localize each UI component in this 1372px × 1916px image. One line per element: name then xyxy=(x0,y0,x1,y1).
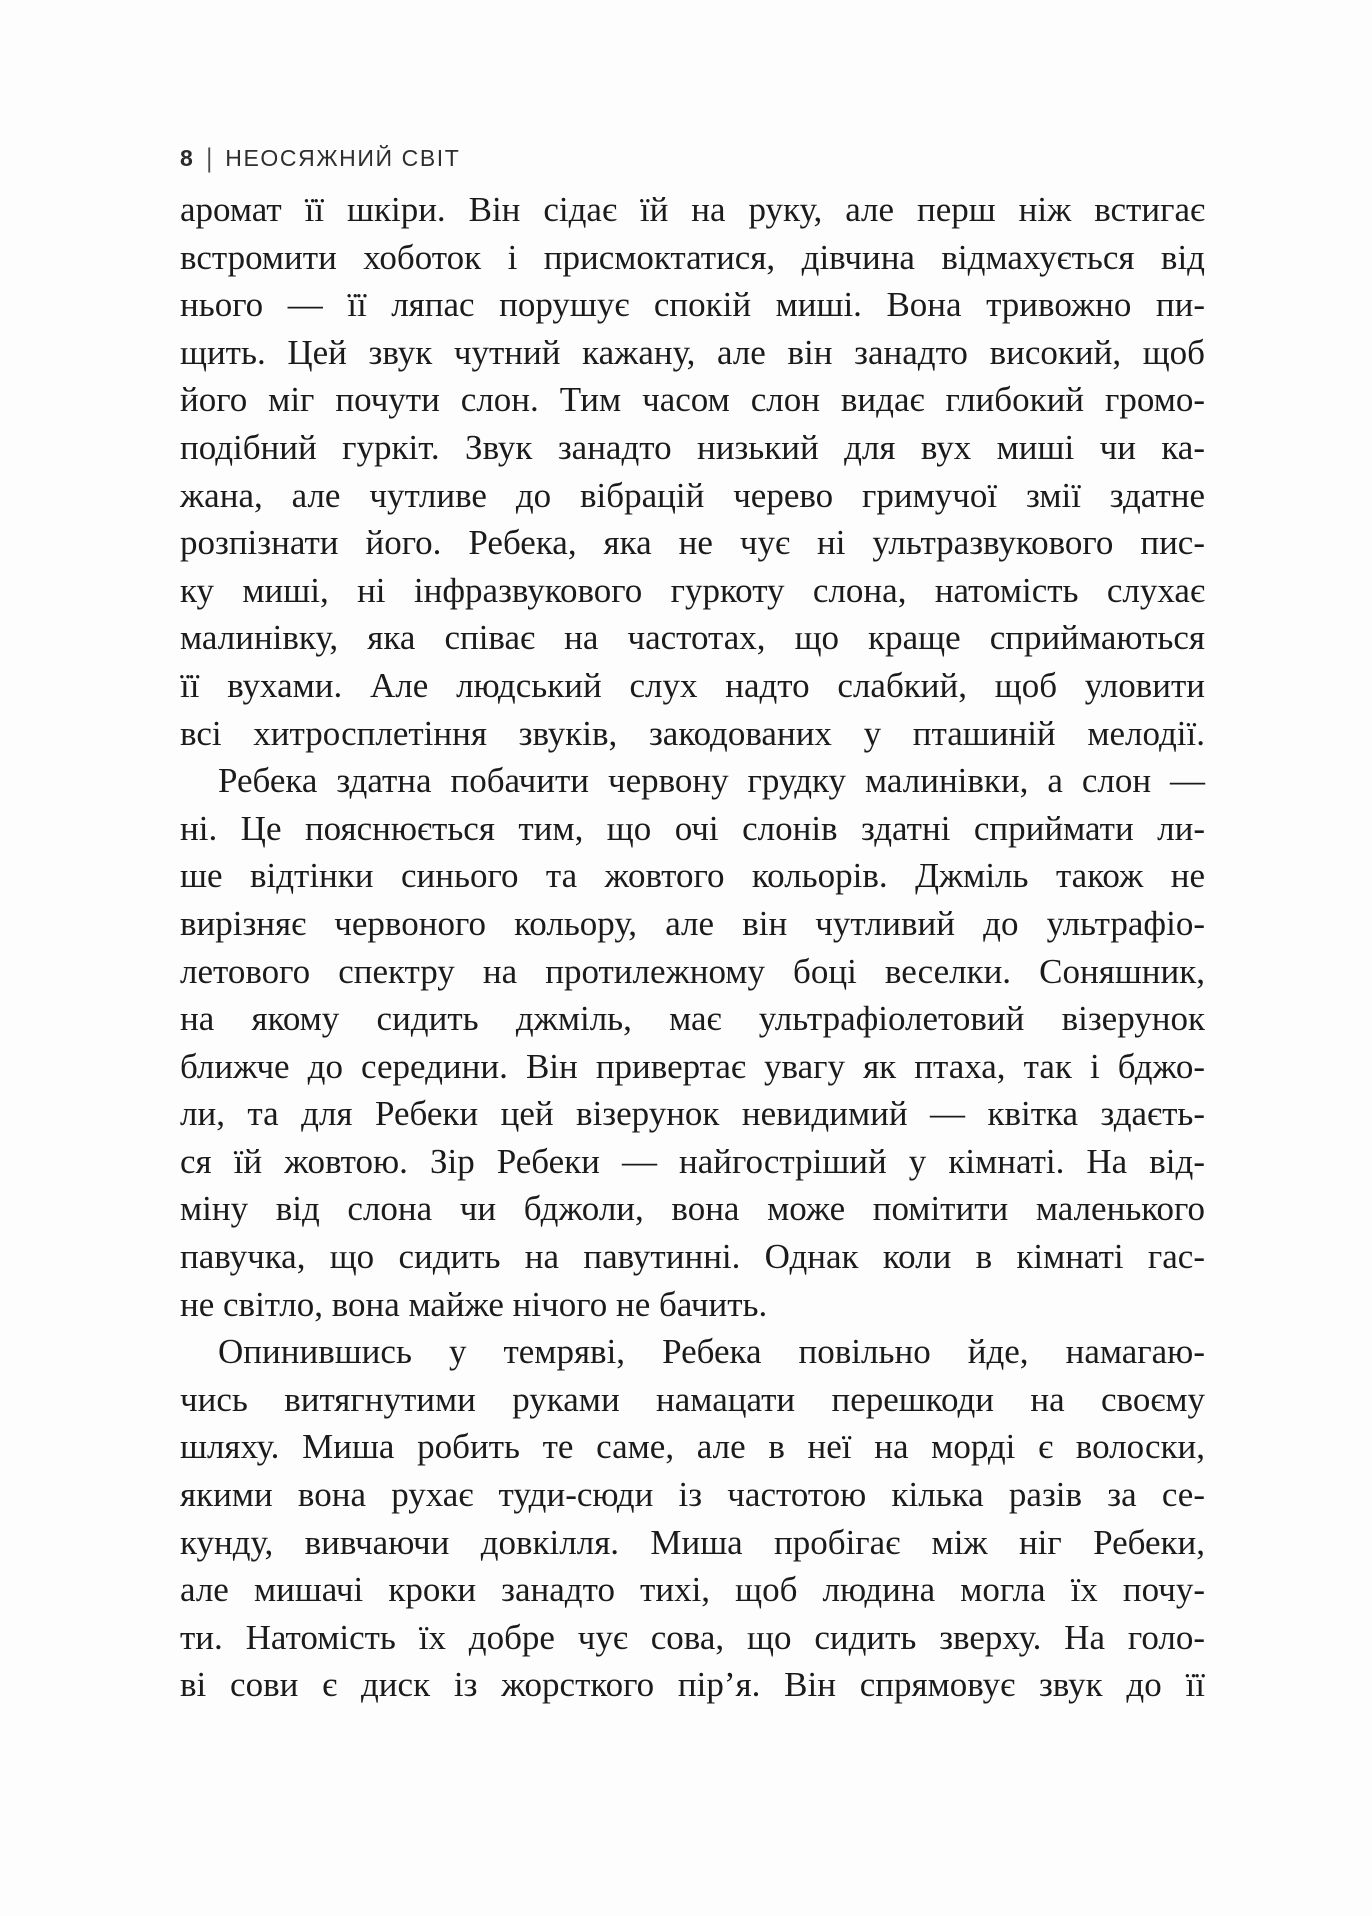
text-line: на якому сидить джміль, має ультрафіолетовий візерунок xyxy=(180,999,1205,1039)
text-line: ні. Це пояснюється тим, що очі слонів здатні сприймати ли- xyxy=(180,808,1205,848)
text-line: ближче до середини. Він привертає увагу як птаха, так і бджо- xyxy=(180,1046,1205,1086)
text-line: ше відтінки синього та жовтого кольорів. Джміль також не xyxy=(180,856,1205,896)
text-line: ся їй жовтою. Зір Ребеки — найгостріший у кімнаті. На від- xyxy=(180,1141,1205,1181)
book-title: НЕОСЯЖНИЙ СВІТ xyxy=(225,145,461,171)
text-line: всі хитросплетіння звуків, закодованих у пташиній мелодії. xyxy=(180,713,1205,753)
text-line: встромити хоботок і присмоктатися, дівчина відмахується від xyxy=(180,237,1205,277)
text-line: Опинившись у темряві, Ребека повільно йде, намагаю- xyxy=(218,1332,1205,1372)
text-line: жана, але чутливе до вібрацій черево гримучої змії здатне xyxy=(180,475,1205,515)
text-line: її вухами. Але людський слух надто слабкий, щоб уловити xyxy=(180,665,1205,705)
text-line: не світло, вона майже нічого не бачить. xyxy=(180,1284,768,1324)
paragraph xyxy=(180,757,1205,1328)
paragraph xyxy=(180,186,1205,757)
text-line: міну від слона чи бджоли, вона може помітити маленького xyxy=(180,1189,1205,1229)
page-number: 8 xyxy=(180,145,194,171)
text-line: але мишачі кроки занадто тихі, щоб людина могла їх почу- xyxy=(180,1570,1205,1610)
text-line: ли, та для Ребеки цей візерунок невидимий — квітка здаєть- xyxy=(180,1094,1205,1134)
text-line: щить. Цей звук чутний кажану, але він занадто високий, щоб xyxy=(180,332,1205,372)
text-line: аромат її шкіри. Він сідає їй на руку, але перш ніж встигає xyxy=(180,190,1205,229)
text-line: розпізнати його. Ребека, яка не чує ні ультразвукового пис- xyxy=(180,523,1205,563)
text-line: малинівку, яка співає на частотах, що краще сприймаються xyxy=(180,618,1205,658)
text-line: якими вона рухає туди-сюди із частотою кілька разів за се- xyxy=(180,1475,1205,1515)
text-line: ку миші, ні інфразвукового гуркоту слона, натомість слухає xyxy=(180,570,1205,610)
text-line: шляху. Миша робить те саме, але в неї на морді є волоски, xyxy=(180,1427,1205,1467)
text-line: чись витягнутими руками намацати перешкоди на своєму xyxy=(180,1379,1205,1419)
text-line: летового спектру на протилежному боці веселки. Соняшник, xyxy=(180,951,1205,991)
text-line: кунду, вивчаючи довкілля. Миша пробігає між ніг Ребеки, xyxy=(180,1522,1205,1562)
text-line: нього — її ляпас порушує спокій миші. Вона тривожно пи- xyxy=(180,285,1205,325)
text-line: його міг почути слон. Тим часом слон видає глибокий громо- xyxy=(180,380,1205,420)
text-column xyxy=(180,186,1205,1709)
running-header xyxy=(180,144,460,172)
text-line: подібний гуркіт. Звук занадто низький для вух миші чи ка- xyxy=(180,427,1205,467)
text-line: ти. Натомість їх добре чує сова, що сидить зверху. На голо- xyxy=(180,1617,1205,1657)
text-line: ві сови є диск із жорсткого пір’я. Він спрямовує звук до її xyxy=(180,1665,1205,1705)
text-line: вирізняє червоного кольору, але він чутливий до ультрафіо- xyxy=(180,903,1205,943)
text-line: Ребека здатна побачити червону грудку малинівки, а слон — xyxy=(218,761,1205,801)
paragraph xyxy=(180,1328,1205,1709)
header-separator: | xyxy=(206,143,213,173)
text-line: павучка, що сидить на павутинні. Однак коли в кімнаті гас- xyxy=(180,1237,1205,1277)
